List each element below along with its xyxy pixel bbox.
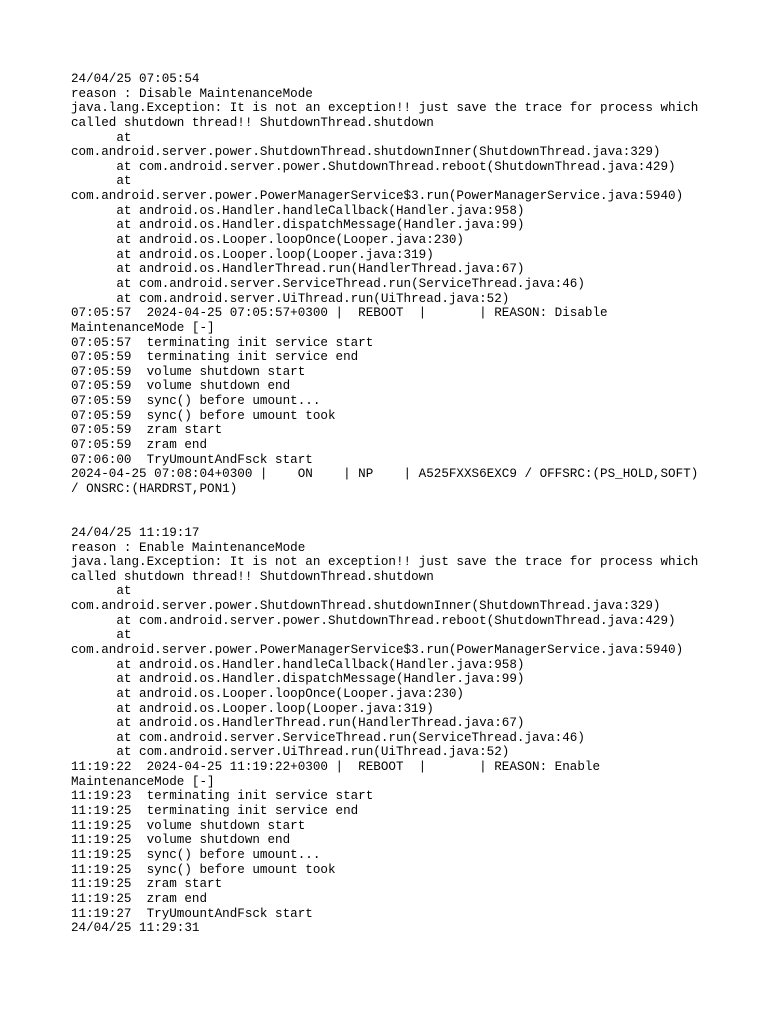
- log-line: 2024-04-25 07:08:04+0300 | ON | NP | A525FXXS6EXC9 / OFFSRC:(PS_HOLD,SOFT): [71, 467, 699, 482]
- log-line: 07:05:59 terminating init service end: [71, 350, 359, 365]
- log-line: 07:05:59 volume shutdown start: [71, 364, 306, 379]
- log-line: 11:19:25 volume shutdown start: [71, 818, 306, 833]
- log-line: com.android.server.power.ShutdownThread.shutdownInner(ShutdownThread.java:329): [71, 145, 661, 160]
- log-line: 24/04/25 07:05:54: [71, 72, 200, 86]
- log-line: at com.android.server.UiThread.run(UiThread.java:52): [71, 745, 510, 760]
- log-line: 07:05:59 sync() before umount...: [71, 394, 321, 409]
- log-line: 07:05:57 terminating init service start: [71, 335, 374, 350]
- log-line: at android.os.Handler.dispatchMessage(Handler.java:99): [71, 672, 525, 687]
- log-line: 07:05:59 zram start: [71, 423, 223, 438]
- log-line: 07:05:59 zram end: [71, 438, 208, 453]
- log-line: at com.android.server.ServiceThread.run(ServiceThread.java:46): [71, 276, 585, 291]
- log-line: MaintenanceMode [-]: [71, 320, 215, 335]
- log-line: 11:19:25 terminating init service end: [71, 804, 359, 819]
- log-line: / ONSRC:(HARDRST,PON1): [71, 481, 238, 496]
- log-line: 11:19:25 sync() before umount...: [71, 847, 321, 862]
- log-line: at android.os.Looper.loop(Looper.java:319): [71, 701, 434, 716]
- log-line: reason : Enable MaintenanceMode: [71, 540, 306, 555]
- log-line: 11:19:25 volume shutdown end: [71, 833, 291, 848]
- log-line: at: [71, 584, 132, 599]
- log-line: called shutdown thread!! ShutdownThread.shutdown: [71, 569, 434, 584]
- log-line: at com.android.server.ServiceThread.run(ServiceThread.java:46): [71, 730, 585, 745]
- log-line: at android.os.HandlerThread.run(HandlerThread.java:67): [71, 262, 525, 277]
- log-line: 24/04/25 11:19:17: [71, 525, 200, 540]
- log-blank-line: [71, 497, 711, 512]
- log-line: 11:19:27 TryUmountAndFsck start: [71, 906, 313, 921]
- log-line: at android.os.Looper.loop(Looper.java:319): [71, 247, 434, 262]
- log-line: at android.os.Looper.loopOnce(Looper.java:230): [71, 233, 464, 248]
- log-line: 11:19:25 zram end: [71, 891, 208, 906]
- log-line: at android.os.Looper.loopOnce(Looper.java:230): [71, 686, 464, 701]
- log-line: com.android.server.power.PowerManagerService$3.run(PowerManagerService.java:5940): [71, 642, 684, 657]
- log-line: java.lang.Exception: It is not an exception!! just save the trace for process which: [71, 101, 699, 116]
- log-line: at android.os.HandlerThread.run(HandlerThread.java:67): [71, 716, 525, 731]
- log-line: at: [71, 628, 132, 643]
- log-line: com.android.server.power.ShutdownThread.shutdownInner(ShutdownThread.java:329): [71, 599, 661, 614]
- log-line: at com.android.server.power.ShutdownThread.reboot(ShutdownThread.java:429): [71, 613, 676, 628]
- log-line: reason : Disable MaintenanceMode: [71, 86, 313, 101]
- log-line: com.android.server.power.PowerManagerService$3.run(PowerManagerService.java:5940): [71, 189, 684, 204]
- log-line: 11:19:22 2024-04-25 11:19:22+0300 | REBOOT | | REASON: Enable: [71, 760, 601, 775]
- log-line: 07:05:57 2024-04-25 07:05:57+0300 | REBOOT | | REASON: Disable: [71, 306, 608, 321]
- log-line: at: [71, 130, 132, 145]
- log-line: called shutdown thread!! ShutdownThread.shutdown: [71, 115, 434, 130]
- log-line: at com.android.server.power.ShutdownThread.reboot(ShutdownThread.java:429): [71, 159, 676, 174]
- log-line: MaintenanceMode [-]: [71, 774, 215, 789]
- log-line: at: [71, 174, 132, 189]
- log-line: 24/04/25 11:29:31: [71, 921, 200, 936]
- log-line: at android.os.Handler.handleCallback(Handler.java:958): [71, 203, 525, 218]
- log-line: at android.os.Handler.handleCallback(Handler.java:958): [71, 657, 525, 672]
- log-line: 11:19:25 sync() before umount took: [71, 862, 336, 877]
- log-line: java.lang.Exception: It is not an exception!! just save the trace for process which: [71, 555, 699, 570]
- log-line: at com.android.server.UiThread.run(UiThread.java:52): [71, 291, 510, 306]
- log-document: [71, 72, 711, 936]
- log-line: 07:05:59 volume shutdown end: [71, 379, 291, 394]
- log-line: 11:19:25 zram start: [71, 877, 223, 892]
- log-line: at android.os.Handler.dispatchMessage(Handler.java:99): [71, 218, 525, 233]
- log-line: 11:19:23 terminating init service start: [71, 789, 374, 804]
- log-blank-line: [71, 511, 711, 526]
- log-line: 07:06:00 TryUmountAndFsck start: [71, 452, 313, 467]
- log-line: 07:05:59 sync() before umount took: [71, 408, 336, 423]
